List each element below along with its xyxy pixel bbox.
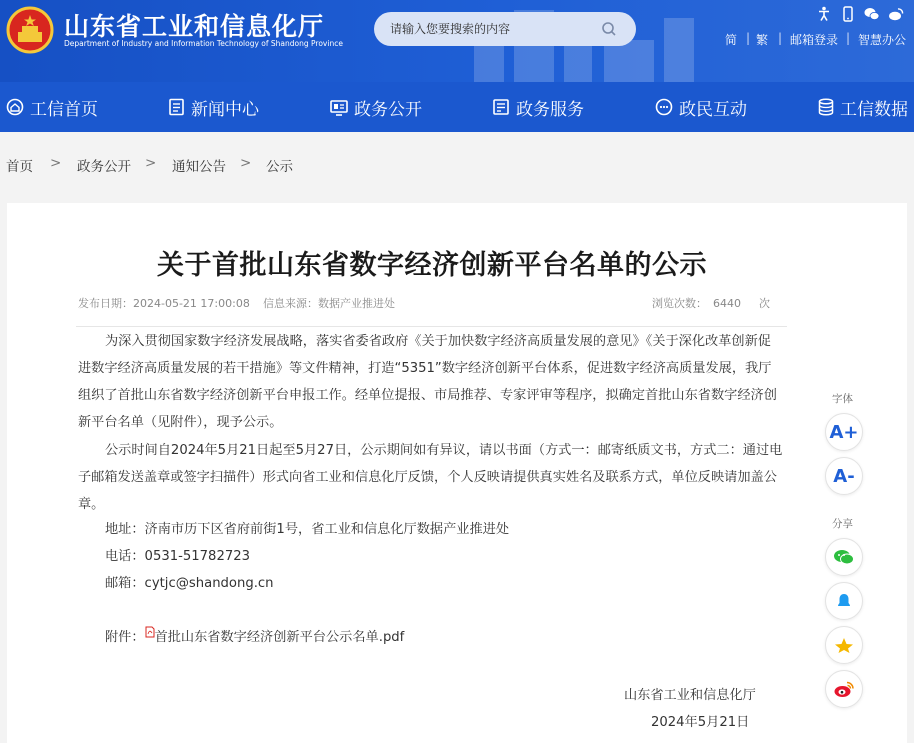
weibo-icon[interactable] — [888, 6, 904, 22]
weibo-share-icon — [833, 680, 855, 698]
qzone-share-icon — [834, 636, 854, 654]
publish-date — [78, 295, 250, 311]
share-qq-button[interactable] — [825, 582, 863, 620]
font-decrease-icon: A- — [833, 465, 855, 487]
breadcrumb-home[interactable]: 首页 — [6, 159, 33, 175]
paragraph-text: 公示时间自2024年5月21日起至5月27日，公示期间如有异议，请以书面（方式一：邮寄纸质文书，方式二：通过电子邮箱发送盖章或签字扫描件）形式向省工业和信息化厅反馈，个人反映请提供真实姓名及联系方式，单位反映请加盖公章。 — [78, 443, 783, 512]
nav-item-interaction[interactable] — [655, 82, 747, 132]
source-label: 信息来源： — [263, 297, 318, 310]
breadcrumb-separator: > — [145, 155, 157, 171]
link-divider: | — [846, 31, 851, 45]
link-divider: | — [778, 31, 783, 45]
contact-address: 地址：济南市历下区省府前街1号，省工业和信息化厅数据产业推进处 — [105, 522, 510, 537]
info-source — [263, 295, 395, 311]
accessibility-icon[interactable] — [816, 6, 832, 22]
site-header — [0, 0, 914, 82]
gov-open-icon — [330, 99, 348, 116]
breadcrumb-current: 公示 — [266, 159, 293, 175]
attachment-link[interactable]: 首批山东省数字经济创新平台公示名单.pdf — [154, 630, 405, 645]
nav-item-gov-open[interactable] — [330, 82, 422, 132]
interaction-icon — [655, 98, 673, 116]
nav-item-label: 政务服务 — [516, 99, 584, 120]
wechat-share-icon — [833, 548, 855, 566]
nav-item-home[interactable] — [6, 82, 98, 132]
link-divider: | — [746, 31, 751, 45]
share-wechat-button[interactable] — [825, 538, 863, 576]
share-qzone-button[interactable] — [825, 626, 863, 664]
nav-item-label: 工信首页 — [30, 99, 98, 120]
source-value: 数据产业推进处 — [318, 297, 395, 310]
share-weibo-button[interactable] — [825, 670, 863, 708]
view-count — [652, 295, 770, 311]
mobile-icon[interactable] — [840, 6, 856, 22]
attachment-label: 附件： — [105, 630, 145, 645]
views-unit: 次 — [759, 297, 770, 310]
top-links — [0, 31, 914, 49]
publish-date-value: 2024-05-21 17:00:08 — [133, 297, 250, 310]
article-title: 关于首批山东省数字经济创新平台名单的公示 — [157, 250, 707, 281]
contact-email: 邮箱：cytjc@shandong.cn — [105, 576, 274, 591]
contact-phone: 电话：0531-51782723 — [105, 549, 251, 564]
signer: 山东省工业和信息化厅 — [624, 688, 756, 703]
traditional-chinese-link[interactable]: 繁 — [756, 33, 769, 47]
publish-date-label: 发布日期： — [78, 297, 133, 310]
sign-date: 2024年5月21日 — [651, 715, 750, 730]
qq-share-icon — [836, 592, 852, 610]
news-icon — [168, 98, 185, 116]
home-icon — [6, 98, 24, 116]
wechat-icon[interactable] — [864, 6, 880, 22]
data-icon — [818, 98, 834, 116]
nav-item-service[interactable] — [492, 82, 584, 132]
views-label: 浏览次数： — [652, 297, 707, 310]
simplified-chinese-link[interactable]: 简 — [725, 33, 738, 47]
font-increase-button[interactable] — [825, 413, 863, 451]
views-value: 6440 — [713, 297, 741, 310]
site-subtitle: Department of Industry and Information Technology of Shandong Province — [64, 39, 343, 48]
breadcrumb-gov-open[interactable]: 政务公开 — [77, 159, 131, 175]
nav-item-news[interactable] — [168, 82, 259, 132]
attachment-row — [105, 628, 404, 648]
font-size-label: 字体 — [832, 393, 853, 405]
smart-office-link[interactable]: 智慧办公 — [858, 33, 907, 47]
nav-item-label: 工信数据 — [840, 99, 908, 120]
paragraph-text: 为深入贯彻国家数字经济发展战略，落实省委省政府《关于加快数字经济高质量发展的意见》《关于深化改革创新促进数字经济高质量发展的若干措施》等文件精神，打造“5351”数字经济创新平台体系，促进数字经济高质量发展，我厅组织了首批山东省数字经济创新平台申报工作。经单位提报、市局推荐、专家评审等程序，拟确定首批山东省数字经济创新平台名单（见附件），现予公示。 — [78, 334, 777, 430]
breadcrumb-separator: > — [240, 155, 252, 171]
font-increase-icon: A+ — [829, 421, 859, 443]
breadcrumb-separator: > — [50, 155, 62, 171]
site-title[interactable]: 山东省工业和信息化厅 — [64, 12, 325, 41]
divider — [76, 326, 787, 327]
nav-item-data[interactable] — [818, 82, 908, 132]
article-paragraph-2 — [78, 437, 784, 518]
breadcrumb-notices[interactable]: 通知公告 — [172, 159, 226, 175]
font-decrease-button[interactable] — [825, 457, 863, 495]
service-icon — [492, 98, 510, 116]
article-paragraph-1 — [78, 328, 784, 436]
nav-item-label: 新闻中心 — [191, 99, 259, 120]
pdf-icon — [145, 626, 155, 638]
nav-item-label: 政务公开 — [354, 99, 422, 120]
mail-login-link[interactable]: 邮箱登录 — [790, 33, 839, 47]
main-nav — [0, 82, 914, 132]
nav-item-label: 政民互动 — [679, 99, 747, 120]
share-label: 分享 — [832, 518, 853, 530]
